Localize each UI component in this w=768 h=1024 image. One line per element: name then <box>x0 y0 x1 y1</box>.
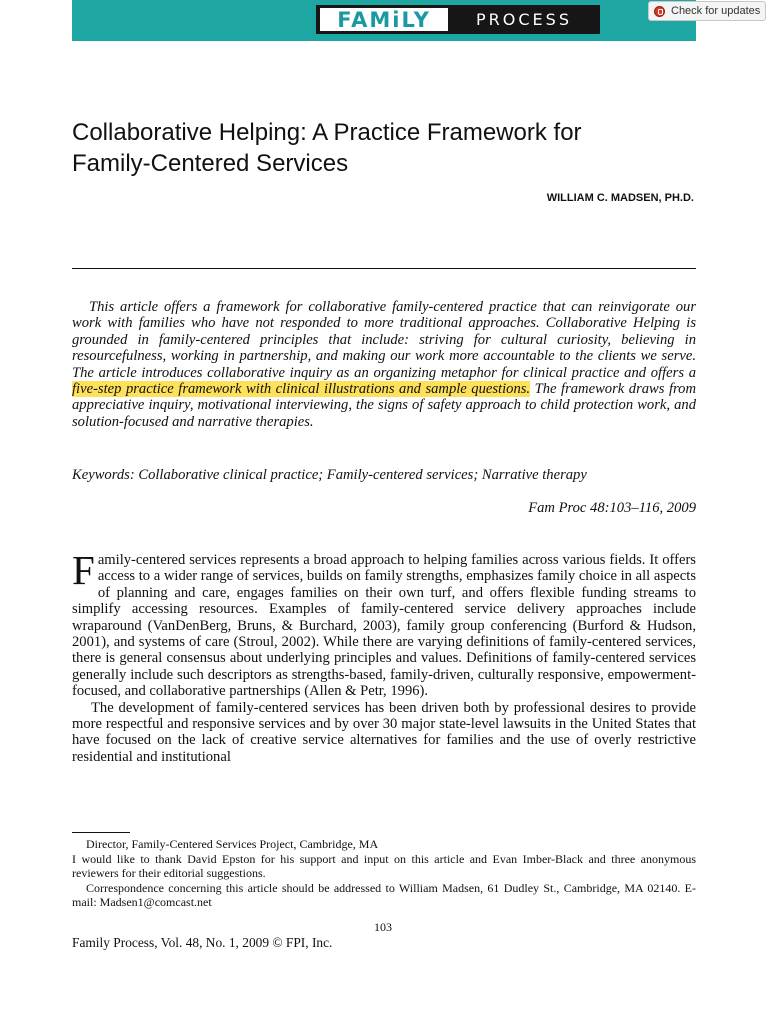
article-title-line-2: Family-Centered Services <box>72 150 349 177</box>
article-title-line-1: Collaborative Helping: A Practice Framework for <box>72 119 582 146</box>
body-paragraph-2: The development of family-centered services has been driven both by professional desires to provide more respectful and responsive services and by over 30 major state-level lawsuits in the United States that have focused on the lack of creative service alternatives for families and the use of overly restrictive residential and institutional <box>72 699 696 765</box>
abstract-text-start: This article offers a framework for collaborative family-centered practice that can reinvigorate our work with families who have not responded to more traditional approaches. Collaborative Helping is grounded in family-centered principles that include: striving for cultural curiosity, believing in resourcefulness, working in partnership, and making our work more accountable to the clients we serve. The article introduces collaborative inquiry as an organizing metaphor for clinical practice and offers a <box>72 299 696 381</box>
header-divider <box>72 268 696 269</box>
footnote-correspondence: Correspondence concerning this article should be addressed to William Madsen, 61 Dudley St., Cambridge, MA 02140. E-mail: Madsen1@comcast.net <box>72 880 696 909</box>
check-for-updates-label: Check for updates <box>671 5 761 17</box>
body-paragraph-1 <box>72 547 696 700</box>
page-number: 103 <box>374 920 392 934</box>
drop-cap: F <box>72 547 95 593</box>
abstract-text-end: The framework draws from appreciative inquiry, motivational interviewing, the signs of safety approach to child protection work, and solution-focused and narrative therapies. <box>72 381 696 430</box>
footnote-divider <box>72 832 130 833</box>
highlighted-text[interactable]: five-step practice framework with clinical illustrations and sample questions. <box>72 381 531 398</box>
journal-footer: Family Process, Vol. 48, No. 1, 2009 © FPI, Inc. <box>72 935 333 950</box>
article-body <box>72 547 696 765</box>
journal-logo <box>316 5 600 34</box>
citation: Fam Proc 48:103–116, 2009 <box>528 500 696 516</box>
journal-banner <box>72 0 696 41</box>
body-paragraph-1-text: amily-centered services represents a broad approach to helping families across various fields. It offers access to a wider range of services, builds on family strengths, emphasizes family choice in all aspects of planning and care, engages families on their own turf, and offers flexible funding streams to simplify accessing resources. Examples of family-centered service delivery approaches include wraparound (VanDenBerg, Bruns, & Burchard, 2003), family group conferencing (Burford & Hudson, 2001), and systems of care (Stroul, 2002). While there are varying definitions of family-centered services, there is general consensus about underlying principles and values. Definitions of family-centered services generally include such descriptors as strengths-based, family-driven, culturally responsive, empowerment-focused, and collaborative partnerships (Allen & Petr, 1996). <box>72 552 696 700</box>
abstract <box>72 299 696 430</box>
footnote-affiliation: Director, Family-Centered Services Project, Cambridge, MA <box>86 837 379 851</box>
footnotes <box>72 837 696 910</box>
check-for-updates-button[interactable] <box>648 1 766 21</box>
logo-family-text: FAMiLY <box>320 8 448 31</box>
author-name: WILLIAM C. MADSEN, PH.D. <box>546 192 694 204</box>
article-title <box>72 117 702 179</box>
logo-process-text: PROCESS <box>476 10 572 29</box>
footnote-thanks: I would like to thank David Epston for his support and input on this article and Evan Imber-Black and three anonymous reviewers for their editorial suggestions. <box>72 851 696 880</box>
bookmark-badge-icon <box>654 6 665 17</box>
keywords: Keywords: Collaborative clinical practice; Family-centered services; Narrative therapy <box>72 467 587 483</box>
